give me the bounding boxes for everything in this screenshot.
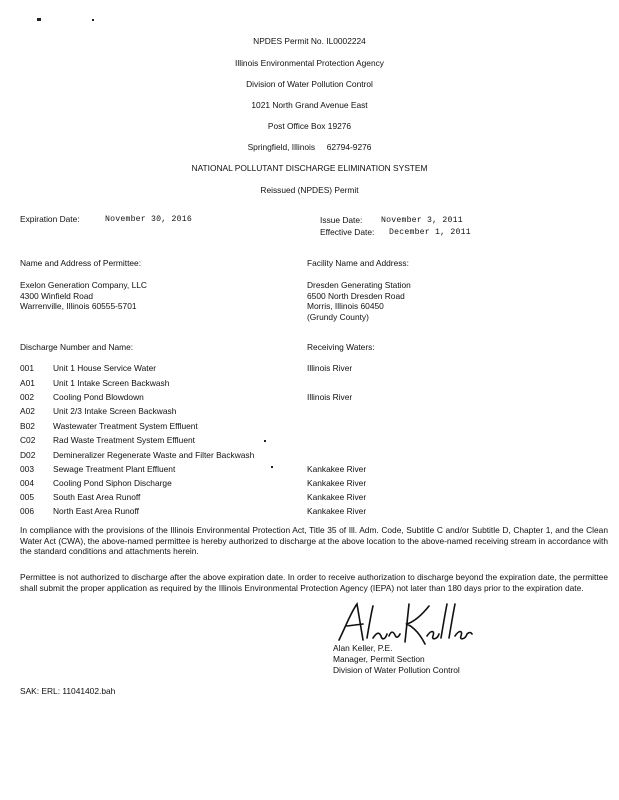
discharge-name: South East Area Runoff (53, 492, 141, 502)
discharge-code: 001 (20, 363, 34, 373)
discharge-name: Unit 1 House Service Water (53, 363, 157, 373)
discharge-code: D02 (20, 450, 36, 460)
discharge-code: A01 (20, 378, 35, 388)
receiving-water: Kankakee River (307, 506, 367, 516)
discharge-code: 006 (20, 506, 34, 516)
discharge-name: Cooling Pond Siphon Discharge (53, 478, 172, 488)
issue-label: Issue Date: (320, 215, 363, 225)
discharge-name: Demineralizer Regenerate Waste and Filter Backwash (53, 450, 255, 460)
system-title: NATIONAL POLLUTANT DISCHARGE ELIMINATION SYSTEM (191, 163, 428, 173)
facility-line: 6500 North Dresden Road (307, 290, 405, 301)
discharge-code: C02 (20, 435, 36, 445)
signatory-division: Division of Water Pollution Control (333, 665, 460, 675)
discharge-code: 004 (20, 478, 34, 488)
compliance-paragraph: In compliance with the provisions of the Illinois Environmental Protection Act, Title 35 of Ill. Adm. Code, Subtitle C and/or Subtitle D, Chapter 1, and the Clean Water Act (CWA), the above-named permittee is hereby authorized to discharge at the above location to the above-named receiving stream in accordance with the standard conditions and attachments herein. (20, 525, 608, 556)
permittee-line: 4300 Winfield Road (20, 290, 94, 301)
receiving-water: Kankakee River (307, 492, 367, 502)
expiration-label: Expiration Date: (20, 214, 80, 224)
reference-code: SAK: ERL: 11041402.bah (20, 686, 116, 696)
effective-label: Effective Date: (320, 227, 375, 237)
permittee-address (20, 280, 147, 312)
discharge-code: A02 (20, 406, 35, 416)
discharge-name: Sewage Treatment Plant Effluent (53, 464, 176, 474)
po-box: Post Office Box 19276 (267, 121, 352, 131)
permit-number: NPDES Permit No. IL0002224 (253, 36, 366, 46)
permittee-heading: Name and Address of Permittee: (20, 258, 142, 268)
discharge-code: 005 (20, 492, 34, 502)
receiving-heading: Receiving Waters: (307, 342, 375, 352)
facility-line: (Grundy County) (307, 311, 369, 322)
facility-line: Dresden Generating Station (307, 280, 411, 290)
receiving-water: Kankakee River (307, 478, 367, 488)
city-state-zip: Springfield, Illinois 62794-9276 (247, 142, 372, 152)
effective-value: December 1, 2011 (389, 228, 471, 237)
agency-name: Illinois Environmental Protection Agency (235, 58, 384, 68)
receiving-water: Illinois River (307, 392, 353, 402)
discharge-name: Unit 1 Intake Screen Backwash (53, 378, 170, 388)
discharge-code: 002 (20, 392, 34, 402)
discharge-name: Wastewater Treatment System Effluent (53, 421, 198, 431)
permit-type: Reissued (NPDES) Permit (260, 185, 359, 195)
discharge-name: Cooling Pond Blowdown (53, 392, 144, 402)
discharge-name: Unit 2/3 Intake Screen Backwash (53, 406, 177, 416)
facility-address (307, 280, 411, 322)
signatory-title: Manager, Permit Section (333, 654, 425, 664)
permittee-line: Exelon Generation Company, LLC (20, 280, 147, 290)
discharge-name: North East Area Runoff (53, 506, 139, 516)
permittee-line: Warrenville, Illinois 60555-5701 (20, 301, 137, 311)
discharge-name: Rad Waste Treatment System Effluent (53, 435, 195, 445)
division-name: Division of Water Pollution Control (246, 79, 373, 89)
expiration-notice: Permittee is not authorized to discharge after the above expiration date. In order to receive authorization to discharge beyond the expiration date, the permittee shall submit the proper application as required by the Illinois Environmental Protection Agency (IEPA) not later than 180 days prior to the expiration date. (20, 572, 609, 593)
discharge-code: B02 (20, 421, 35, 431)
discharge-code: 003 (20, 464, 34, 474)
receiving-water: Illinois River (307, 363, 353, 373)
scan-speck (92, 19, 94, 21)
receiving-water: Kankakee River (307, 464, 367, 474)
facility-heading: Facility Name and Address: (307, 258, 409, 268)
street-address: 1021 North Grand Avenue East (251, 100, 368, 110)
scan-speck (37, 18, 41, 21)
scan-speck (264, 440, 266, 442)
issue-value: November 3, 2011 (381, 216, 463, 225)
expiration-value: November 30, 2016 (105, 215, 192, 224)
discharge-heading: Discharge Number and Name: (20, 342, 134, 352)
scan-speck (271, 466, 273, 468)
facility-line: Morris, Illinois 60450 (307, 301, 384, 311)
signatory-name: Alan Keller, P.E. (333, 643, 393, 653)
